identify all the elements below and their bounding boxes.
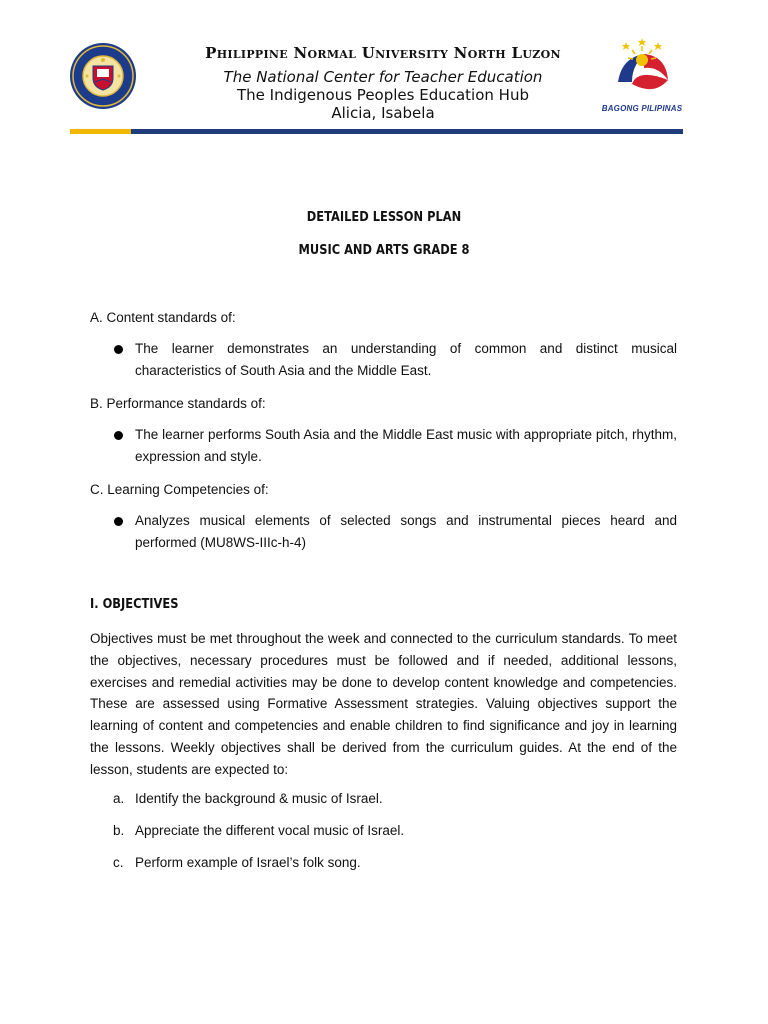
- university-tagline: The National Center for Teacher Education: [223, 68, 543, 86]
- bullet-dot: [114, 431, 123, 440]
- bullet-dot: [114, 517, 123, 526]
- bagong-pilipinas-wordmark: BAGONG PILIPINAS: [601, 104, 683, 113]
- standard-bullet-performance: The learner performs South Asia and the Middle East music with appropriate pitch, rhythm, expression and style.: [135, 427, 677, 464]
- university-hub: The Indigenous Peoples Education Hub: [237, 86, 529, 104]
- bullet-dot: [114, 345, 123, 354]
- objectives-heading: I. OBJECTIVES: [90, 597, 179, 612]
- university-seal-icon: [69, 42, 137, 110]
- objective-marker: c.: [113, 855, 124, 870]
- standard-label-content: A. Content standards of:: [90, 310, 236, 325]
- header-divider-gold: [70, 129, 131, 134]
- document-title: DETAILED LESSON PLAN: [306, 210, 462, 225]
- objective-item: Appreciate the different vocal music of Israel.: [135, 823, 405, 838]
- objective-item: Identify the background & music of Israel.: [135, 791, 383, 806]
- standard-bullet-content: The learner demonstrates an understanding of common and distinct musical characteristics of South Asia and the Middle East.: [135, 341, 677, 378]
- standard-label-competencies: C. Learning Competencies of:: [90, 482, 269, 497]
- document-subtitle: MUSIC AND ARTS GRADE 8: [298, 243, 470, 258]
- objective-marker: b.: [113, 823, 125, 838]
- standard-bullet-competencies: Analyzes musical elements of selected songs and instrumental pieces heard and performed (MU8WS-IIIc-h-4): [135, 513, 677, 550]
- standard-label-performance: B. Performance standards of:: [90, 396, 266, 411]
- university-location: Alicia, Isabela: [331, 104, 435, 122]
- objectives-paragraph: Objectives must be met throughout the week and connected to the curriculum standards. To meet the objectives, necessary procedures must be followed and if needed, additional lessons, exercises and remedial activities may be done to develop content knowledge and competencies. These are assessed using Formative Assessment strategies. Valuing objectives support the learning of content and competencies and enable children to find significance and joy in learning the lessons. Weekly objectives shall be derived from the curriculum guides. At the end of the lesson, students are expected to:: [90, 631, 677, 777]
- objective-item: Perform example of Israel’s folk song.: [135, 855, 361, 870]
- header-divider-blue: [131, 129, 683, 134]
- university-name: Philippine Normal University North Luzon: [205, 44, 561, 62]
- objective-marker: a.: [113, 791, 125, 806]
